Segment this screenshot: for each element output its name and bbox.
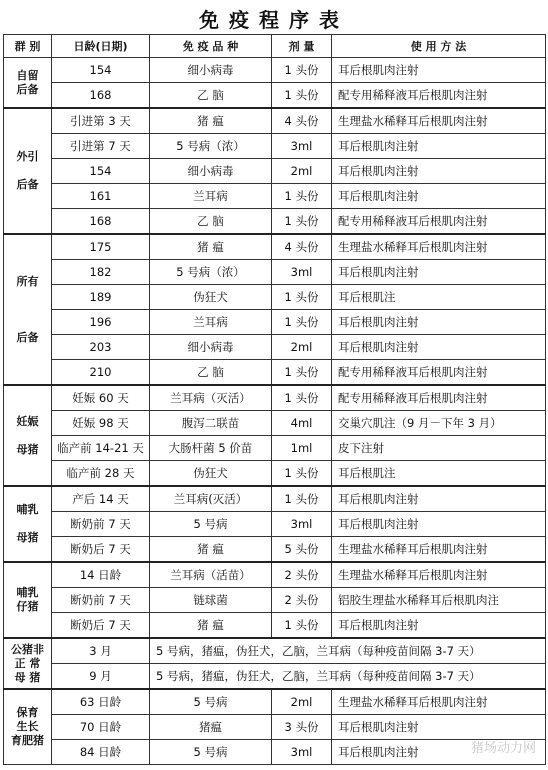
method-cell: 耳后根肌注	[332, 461, 546, 487]
vaccine-cell: 猪 瘟	[150, 613, 272, 639]
dose-cell: 4 头份	[272, 108, 332, 134]
method-cell: 耳后根肌肉注射	[332, 134, 546, 159]
method-cell: 配专用稀释液耳后根肌肉注射	[332, 360, 546, 386]
group-label-line: 保育	[16, 706, 39, 719]
group-label	[4, 689, 52, 765]
age-cell: 168	[52, 83, 150, 109]
table-row	[4, 83, 546, 109]
vaccine-cell: 兰耳病	[150, 184, 272, 209]
dose-cell: 3ml	[272, 134, 332, 159]
age-cell: 临产前 14-21 天	[52, 436, 150, 461]
group-label-line: 哺乳	[16, 503, 39, 516]
method-cell: 耳后根肌肉注射	[332, 486, 546, 512]
age-cell: 断奶后 7 天	[52, 613, 150, 639]
dose-cell: 1 头份	[272, 184, 332, 209]
group-label-line: 公猪非	[11, 642, 44, 656]
age-cell: 9 月	[52, 664, 150, 690]
method-cell: 配专用稀释液耳后根肌肉注射	[332, 83, 546, 109]
group-label-line: 自留	[16, 68, 39, 82]
group-label-line: 哺乳	[16, 586, 39, 599]
method-cell: 耳后根肌肉注射	[332, 740, 546, 765]
header-group: 群 别	[4, 35, 52, 58]
dose-cell: 4ml	[272, 411, 332, 436]
age-cell: 168	[52, 209, 150, 235]
dose-cell: 1 头份	[272, 613, 332, 639]
dose-cell: 1 头份	[272, 58, 332, 83]
dose-cell: 1 头份	[272, 486, 332, 512]
combined-vaccine-cell: 5 号病，猪瘟，伪狂犬，乙脑，兰耳病（每种疫苗间隔 3-7 天）	[150, 664, 546, 690]
watermark-text: 猪场动力网	[470, 741, 536, 756]
age-cell: 临产前 28 天	[52, 461, 150, 487]
vaccine-cell: 链球菌	[150, 588, 272, 613]
group-label-line: 后备	[16, 330, 39, 344]
method-cell: 耳后根肌肉注射	[332, 715, 546, 740]
method-cell: 耳后根肌肉注射	[332, 159, 546, 184]
dose-cell: 3 头份	[272, 715, 332, 740]
table-row	[4, 335, 546, 360]
group-label	[4, 638, 52, 689]
age-cell: 妊娠 60 天	[52, 385, 150, 411]
method-cell: 配专用稀释液耳后根肌肉注射	[332, 385, 546, 411]
group-label-line: 母 猪	[14, 670, 41, 684]
age-cell: 189	[52, 285, 150, 310]
vaccine-cell: 猪 瘟	[150, 234, 272, 260]
dose-cell: 1 头份	[272, 360, 332, 386]
age-cell: 断奶前 7 天	[52, 588, 150, 613]
table-row	[4, 588, 546, 613]
vaccine-cell: 5 号病	[150, 689, 272, 715]
dose-cell: 1 头份	[272, 310, 332, 335]
age-cell: 产后 14 天	[52, 486, 150, 512]
table-row	[4, 664, 546, 690]
vaccine-cell: 猪瘟	[150, 715, 272, 740]
group-label-line	[4, 317, 51, 331]
table-row	[4, 360, 546, 386]
table-row	[4, 310, 546, 335]
method-cell: 耳后根肌肉注射	[332, 260, 546, 285]
header-age: 日龄(日期)	[52, 35, 150, 58]
dose-cell: 2ml	[272, 159, 332, 184]
age-cell: 203	[52, 335, 150, 360]
vaccine-cell: 伪狂犬	[150, 461, 272, 487]
group-label-line: 后备	[16, 178, 39, 191]
table-row	[4, 108, 546, 134]
vaccine-cell: 5 号病	[150, 740, 272, 765]
group-label-line	[4, 289, 51, 303]
vaccine-cell: 乙 脑	[150, 209, 272, 235]
vaccine-cell: 乙 脑	[150, 83, 272, 109]
age-cell: 引进第 3 天	[52, 108, 150, 134]
method-cell: 耳后根肌肉注射	[332, 184, 546, 209]
group-label-line: 生长	[16, 720, 39, 733]
vaccine-cell: 兰耳病	[150, 310, 272, 335]
group-label-line	[4, 303, 51, 317]
method-cell: 交巢穴肌注（9 月－下年 3 月）	[332, 411, 546, 436]
method-cell: 配专用稀释液耳后根肌肉注射	[332, 209, 546, 235]
age-cell: 154	[52, 58, 150, 83]
method-cell: 皮下注射	[332, 436, 546, 461]
group-label-line: 正 常	[14, 656, 41, 670]
vaccine-cell: 伪狂犬	[150, 285, 272, 310]
header-vaccine: 免 疫 品 种	[150, 35, 272, 58]
group-label	[4, 234, 52, 385]
group-label-line: 仔猪	[16, 600, 39, 613]
table-row	[4, 411, 546, 436]
immunization-table	[3, 34, 546, 765]
table-row	[4, 613, 546, 639]
group-label-line: 所有	[16, 274, 39, 288]
vaccine-cell: 乙 脑	[150, 360, 272, 386]
method-cell: 耳后根肌肉注射	[332, 613, 546, 639]
vaccine-cell: 猪 瘟	[150, 537, 272, 563]
dose-cell: 1 头份	[272, 209, 332, 235]
table-row	[4, 58, 546, 83]
combined-vaccine-cell: 5 号病，猪瘟，伪狂犬，乙脑，兰耳病（每种疫苗间隔 3-7 天）	[150, 638, 546, 664]
vaccine-cell: 细小病毒	[150, 58, 272, 83]
age-cell: 182	[52, 260, 150, 285]
group-label	[4, 58, 52, 109]
dose-cell: 1 头份	[272, 285, 332, 310]
method-cell: 耳后根肌注	[332, 285, 546, 310]
table-row	[4, 159, 546, 184]
age-cell: 196	[52, 310, 150, 335]
method-cell: 耳后根肌肉注射	[332, 335, 546, 360]
age-cell: 70 日龄	[52, 715, 150, 740]
method-cell: 生理盐水稀释耳后根肌肉注射	[332, 108, 546, 134]
vaccine-cell: 兰耳病（活苗）	[150, 562, 272, 588]
group-label-line	[4, 164, 51, 178]
page-title: 免疫程序表	[199, 8, 349, 32]
dose-cell: 3ml	[272, 740, 332, 765]
method-cell: 生理盐水稀释耳后根肌肉注射	[332, 689, 546, 715]
age-cell: 妊娠 98 天	[52, 411, 150, 436]
group-label-line: 妊娠	[16, 414, 39, 428]
dose-cell: 5 头份	[272, 537, 332, 563]
table-row	[4, 260, 546, 285]
table-row	[4, 285, 546, 310]
age-cell: 63 日龄	[52, 689, 150, 715]
group-label-line: 母猪	[16, 442, 39, 456]
age-cell: 引进第 7 天	[52, 134, 150, 159]
header-dose: 剂 量	[272, 35, 332, 58]
table-row	[4, 512, 546, 537]
age-cell: 154	[52, 159, 150, 184]
dose-cell: 1 头份	[272, 385, 332, 411]
dose-cell: 2ml	[272, 335, 332, 360]
group-label-line: 育肥猪	[11, 734, 44, 747]
table-row	[4, 461, 546, 487]
age-cell: 210	[52, 360, 150, 386]
group-label	[4, 385, 52, 486]
group-label	[4, 108, 52, 234]
group-label	[4, 486, 52, 562]
vaccine-cell: 细小病毒	[150, 335, 272, 360]
group-label-line: 外引	[16, 150, 39, 163]
age-cell: 3 月	[52, 638, 150, 664]
table-body	[4, 58, 546, 765]
table-row	[4, 740, 546, 765]
table-row	[4, 234, 546, 260]
table-row	[4, 184, 546, 209]
table-row	[4, 486, 546, 512]
group-label-line	[4, 429, 51, 443]
table-row	[4, 134, 546, 159]
table-row	[4, 715, 546, 740]
table-row	[4, 537, 546, 563]
dose-cell: 3ml	[272, 260, 332, 285]
dose-cell: 2ml	[272, 689, 332, 715]
age-cell: 175	[52, 234, 150, 260]
table-row	[4, 385, 546, 411]
vaccine-cell: 腹泻二联苗	[150, 411, 272, 436]
table-row	[4, 638, 546, 664]
vaccine-cell: 5 号病（浓）	[150, 260, 272, 285]
dose-cell: 4 头份	[272, 234, 332, 260]
table-row	[4, 562, 546, 588]
vaccine-cell: 兰耳病(灭活）	[150, 486, 272, 512]
method-cell: 耳后根肌肉注射	[332, 58, 546, 83]
method-cell: 生理盐水稀释耳后根肌肉注射	[332, 234, 546, 260]
vaccine-cell: 细小病毒	[150, 159, 272, 184]
dose-cell: 2 头份	[272, 588, 332, 613]
dose-cell: 1 头份	[272, 461, 332, 487]
age-cell: 84 日龄	[52, 740, 150, 765]
header-method: 使 用 方 法	[332, 35, 546, 58]
method-cell: 耳后根肌肉注射	[332, 512, 546, 537]
vaccine-cell: 5 号病（浓）	[150, 134, 272, 159]
dose-cell: 2 头份	[272, 562, 332, 588]
age-cell: 断奶后 7 天	[52, 537, 150, 563]
age-cell: 14 日龄	[52, 562, 150, 588]
group-label	[4, 562, 52, 638]
table-header-row	[4, 35, 546, 58]
table-row	[4, 209, 546, 235]
method-cell: 生理盐水稀释耳后根肌肉注射	[332, 537, 546, 563]
group-label-line	[4, 517, 51, 531]
vaccine-cell: 5 号病	[150, 512, 272, 537]
table-row	[4, 436, 546, 461]
group-label-line: 后备	[16, 82, 39, 96]
vaccine-cell: 大肠杆菌 5 价苗	[150, 436, 272, 461]
age-cell: 161	[52, 184, 150, 209]
method-cell: 生理盐水稀释耳后根肌肉注射	[332, 562, 546, 588]
vaccine-cell: 猪 瘟	[150, 108, 272, 134]
method-cell: 耳后根肌肉注射	[332, 310, 546, 335]
method-cell: 铝胶生理盐水稀释耳后根肌肉注	[332, 588, 546, 613]
age-cell: 断奶前 7 天	[52, 512, 150, 537]
group-label-line: 母猪	[16, 531, 39, 544]
dose-cell: 1ml	[272, 436, 332, 461]
dose-cell: 1 头份	[272, 83, 332, 109]
vaccine-cell: 兰耳病（灭活）	[150, 385, 272, 411]
dose-cell: 3ml	[272, 512, 332, 537]
table-row	[4, 689, 546, 715]
